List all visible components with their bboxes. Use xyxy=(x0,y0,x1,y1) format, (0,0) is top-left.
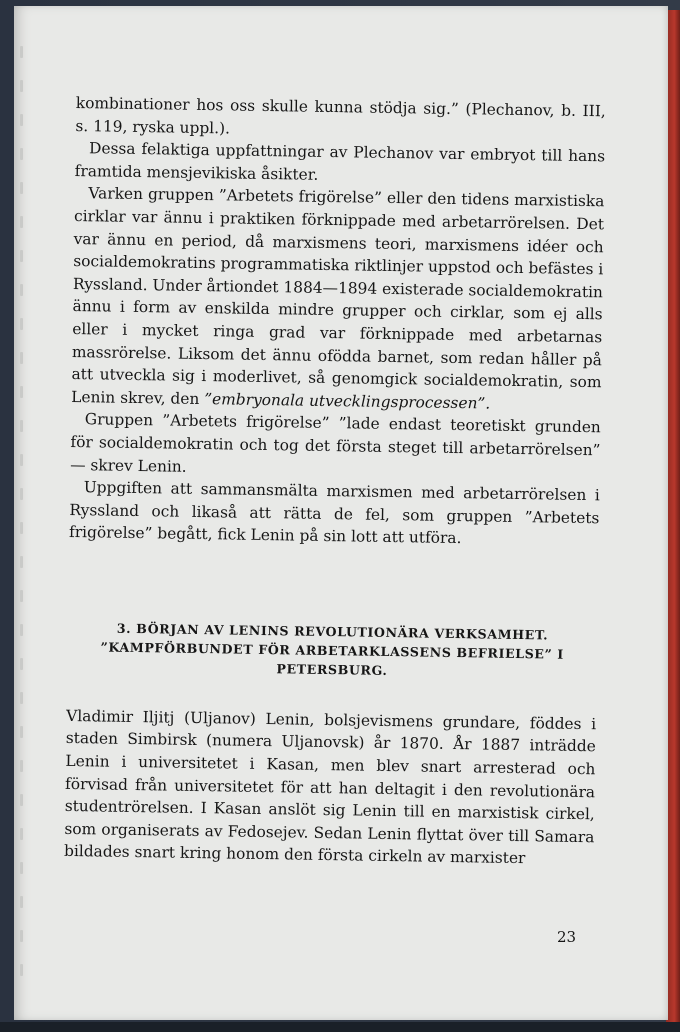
section-heading: 3. BÖRJAN AV LENINS REVOLUTIONÄRA VERKSAMHET. ”KAMPFÖRBUNDET FÖR ARBETARKLASSENS BEFRIELSE” I PETERSBURG. xyxy=(100,620,565,678)
paragraph: Uppgiften att sammansmälta marxismen med arbetarrörelsen i Ryssland och likaså att rätta de fel, som gruppen ”Arbetets frigörelse” begått, fick Lenin på sin lott att utföra. xyxy=(68,478,600,548)
paragraph: Vladimir Iljitj (Uljanov) Lenin, bolsjevismens grundare, föddes i staden Simbirsk (numera Uljanovsk) år 1870. År 1887 inträdde Lenin i universitetet i Kasan, men blev snart arresterad och förvisad från universitetet för att han deltagit i den revolutionära studentrörelsen. I Kasan anslöt sig Lenin till en marxistisk cirkel, som organiserats av Fedosejev. Sedan Lenin flyttat över till Samara bildades snart kring honom den första cirkeln av marxister xyxy=(63,706,597,868)
binding-stitches xyxy=(20,46,26,1006)
paragraph xyxy=(71,182,604,416)
book-bottom-edge xyxy=(0,1022,680,1032)
paragraph: kombinationer hos oss skulle kunna stödja sig.” (Plechanov, b. III, s. 119, ryska uppl.). xyxy=(75,93,606,138)
paragraph: Dessa felaktiga uppfattningar av Plechanov var embryot till hans framtida mensjevikiska åsikter. xyxy=(74,139,606,184)
page-text xyxy=(64,92,606,871)
italic-quote: ”embryonala utvecklingsprocessen”. xyxy=(204,389,491,413)
book-cover-edge xyxy=(666,10,680,1022)
page-number: 23 xyxy=(557,928,577,946)
paragraph-text: Varken gruppen ”Arbetets frigörelse” eller den tidens marxistiska cirklar var ännu i praktiken förknippade med arbetarrörelsen. Det var ännu en period, då marxismens teori, marxismens idéer och socialdemokratins programmatiska riktlinjer uppstod och befästes i Ryssland. Under årtiondet 1884—1894 existerade socialdemokratin ännu i form av enskilda mindre grupper och cirklar, som ej alls eller i mycket ringa grad var förknippade med arbetarnas massrörelse. Liksom det ännu ofödda barnet, som redan håller på att utveckla sig i moderlivet, så genomgick socialdemokratin, som Lenin skrev, den xyxy=(71,184,605,408)
paragraph: Gruppen ”Arbetets frigörelse” ”lade endast teoretiskt grunden för socialdemokratin och tog det första steget till arbetarrörelsen” — skrev Lenin. xyxy=(70,410,601,476)
